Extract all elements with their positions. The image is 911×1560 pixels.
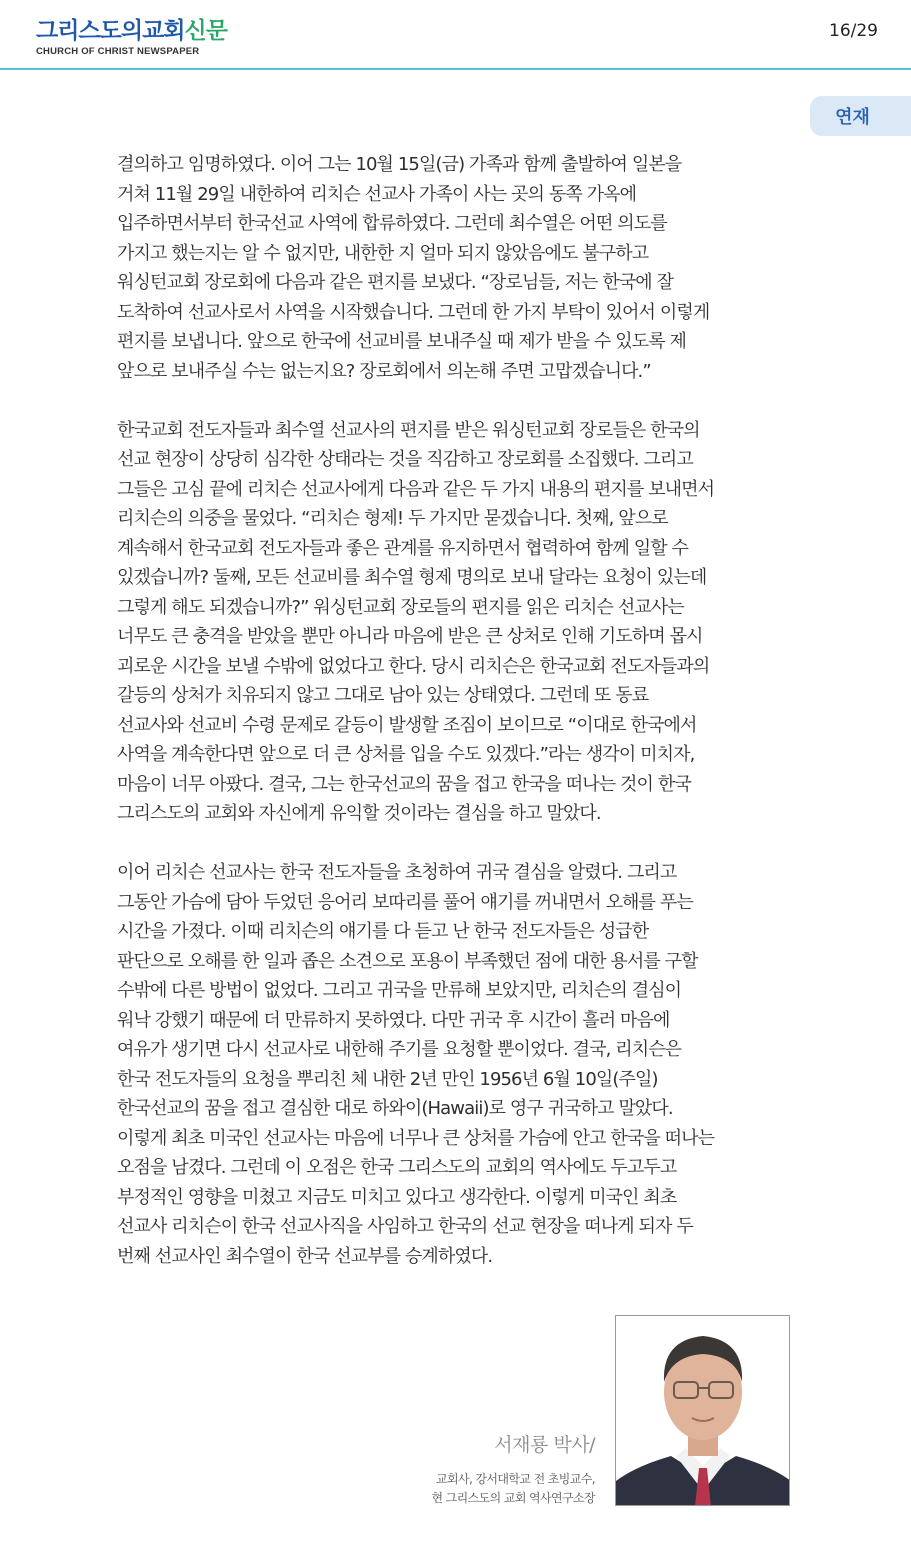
text-line: 한국선교의 꿈을 접고 결심한 대로 하와이(Hawaii)로 영구 귀국하고 말았다. — [117, 1098, 673, 1119]
logo-title-accent: 신문 — [184, 18, 227, 44]
text-line: 거쳐 11월 29일 내한하여 리치슨 선교사 가족이 사는 곳의 동쪽 가옥에 — [117, 183, 637, 205]
text-line: 오점을 남겼다. 그런데 이 오점은 한국 그리스도의 교회의 역사에도 두고두고 — [117, 1157, 677, 1178]
text-line: 있겠습니까? 둘째, 모든 선교비를 최수열 형제 명의로 보내 달라는 요청이 있는데 — [117, 567, 707, 588]
text-line: 이어 리치슨 선교사는 한국 전도자들을 초청하여 귀국 결심을 알렸다. 그리고 — [117, 862, 677, 883]
text-line: 도착하여 선교사로서 사역을 시작했습니다. 그런데 한 가지 부탁이 있어서 이렇게 — [117, 301, 710, 323]
newspaper-logo[interactable] — [36, 18, 227, 57]
text-line: 워싱턴교회 장로회에 다음과 같은 편지를 보냈다. “장로님들, 저는 한국에 잘 — [117, 272, 674, 293]
text-line: 수밖에 다른 방법이 없었다. 그리고 귀국을 만류해 보았지만, 리치슨의 결심이 — [117, 980, 682, 1001]
text-line: 그들은 고심 끝에 리치슨 선교사에게 다음과 같은 두 가지 내용의 편지를 보내면서 — [117, 478, 715, 500]
text-line: 결의하고 임명하였다. 이어 그는 10월 15일(금) 가족과 함께 출발하여 일본을 — [117, 154, 682, 175]
text-line: 여유가 생기면 다시 선교사로 내한해 주기를 요청할 뿐이었다. 결국, 리치슨은 — [117, 1039, 682, 1060]
text-line: 마음이 너무 아팠다. 결국, 그는 한국선교의 꿈을 접고 한국을 떠나는 것이 한국 — [117, 773, 691, 795]
text-line: 리치슨의 의중을 물었다. “리치슨 형제! 두 가지만 묻겠습니다. 첫째, 앞으로 — [117, 508, 668, 529]
text-line: 선교사 리치슨이 한국 선교사직을 사임하고 한국의 선교 현장을 떠나게 되자 두 — [117, 1216, 693, 1237]
text-line: 시간을 가졌다. 이때 리치슨의 얘기를 다 듣고 난 한국 전도자들은 성급한 — [117, 921, 649, 942]
text-line: 한국 전도자들의 요청을 뿌리친 체 내한 2년 만인 1956년 6월 10일(주일) — [117, 1068, 658, 1090]
text-line: 선교 현장이 상당히 심각한 상태라는 것을 직감하고 장로회를 소집했다. 그리고 — [117, 449, 693, 470]
text-line: 선교사와 선교비 수령 문제로 갈등이 발생할 조짐이 보이므로 “이대로 한국에서 — [117, 714, 697, 736]
page-number: 16/29 — [829, 21, 878, 41]
text-line: 판단으로 오해를 한 일과 좁은 소견으로 포용이 부족했던 점에 대한 용서를 구할 — [117, 950, 698, 972]
author-photo — [615, 1315, 790, 1506]
author-info — [431, 1430, 595, 1508]
text-line: 번째 선교사인 최수열이 한국 선교부를 승계하였다. — [117, 1245, 493, 1267]
logo-subtitle: CHURCH OF CHRIST NEWSPAPER — [36, 46, 200, 57]
text-line: 사역을 계속한다면 앞으로 더 큰 상처를 입을 수도 있겠다.”라는 생각이 미치자, — [117, 744, 695, 765]
author-name: 서재룡 박사/ — [494, 1434, 595, 1456]
paragraph — [117, 150, 799, 386]
text-line: 괴로운 시간을 보낼 수밖에 없었다고 한다. 당시 리치슨은 한국교회 전도자들과의 — [117, 655, 710, 677]
logo-title-main: 그리스도의교회 — [36, 18, 185, 44]
text-line: 부정적인 영향을 미쳤고 지금도 미치고 있다고 생각한다. 이렇게 미국인 최초 — [117, 1186, 677, 1208]
text-line: 앞으로 보내주실 수는 없는지요? 장로회에서 의논해 주면 고맙겠습니다.” — [117, 360, 651, 382]
logo-title — [36, 18, 227, 44]
author-desc-line: 현 그리스도의 교회 역사연구소장 — [431, 1491, 595, 1505]
page-header — [0, 0, 911, 70]
paragraph — [117, 858, 799, 1271]
text-line: 그동안 가슴에 담아 두었던 응어리 보따리를 풀어 얘기를 꺼내면서 오해를 푸는 — [117, 891, 693, 913]
text-line: 워낙 강했기 때문에 더 만류하지 못하였다. 다만 귀국 후 시간이 흘러 마음에 — [117, 1009, 670, 1031]
text-line: 입주하면서부터 한국선교 사역에 합류하였다. 그런데 최수열은 어떤 의도를 — [117, 213, 667, 234]
article-body — [117, 150, 799, 1301]
text-line: 이렇게 최초 미국인 선교사는 마음에 너무나 큰 상처를 가슴에 안고 한국을 떠나는 — [117, 1127, 715, 1149]
author-description — [431, 1470, 595, 1508]
text-line: 그리스도의 교회와 자신에게 유익할 것이라는 결심을 하고 말았다. — [117, 803, 601, 824]
text-line: 그렇게 해도 되겠습니까?” 워싱턴교회 장로들의 편지를 읽은 리치슨 선교사는 — [117, 596, 684, 618]
section-tab-label: 연재 — [835, 107, 870, 128]
text-line: 편지를 보냅니다. 앞으로 한국에 선교비를 보내주실 때 제가 받을 수 있도록 제 — [117, 331, 686, 352]
author-portrait-image — [616, 1316, 790, 1506]
text-line: 한국교회 전도자들과 최수열 선교사의 편지를 받은 워싱턴교회 장로들은 한국의 — [117, 419, 700, 441]
text-line: 너무도 큰 충격을 받았을 뿐만 아니라 마음에 받은 큰 상처로 인해 기도하며 몹시 — [117, 626, 703, 647]
paragraph — [117, 416, 799, 829]
text-line: 가지고 했는지는 알 수 없지만, 내한한 지 얼마 되지 않았음에도 불구하고 — [117, 242, 649, 264]
text-line: 계속해서 한국교회 전도자들과 좋은 관계를 유지하면서 협력하여 함께 일할 수 — [117, 537, 689, 559]
author-desc-line: 교회사, 강서대학교 전 초빙교수, — [436, 1472, 595, 1486]
text-line: 갈등의 상처가 치유되지 않고 그대로 남아 있는 상태였다. 그런데 또 동료 — [117, 685, 649, 706]
section-tab — [810, 96, 911, 136]
